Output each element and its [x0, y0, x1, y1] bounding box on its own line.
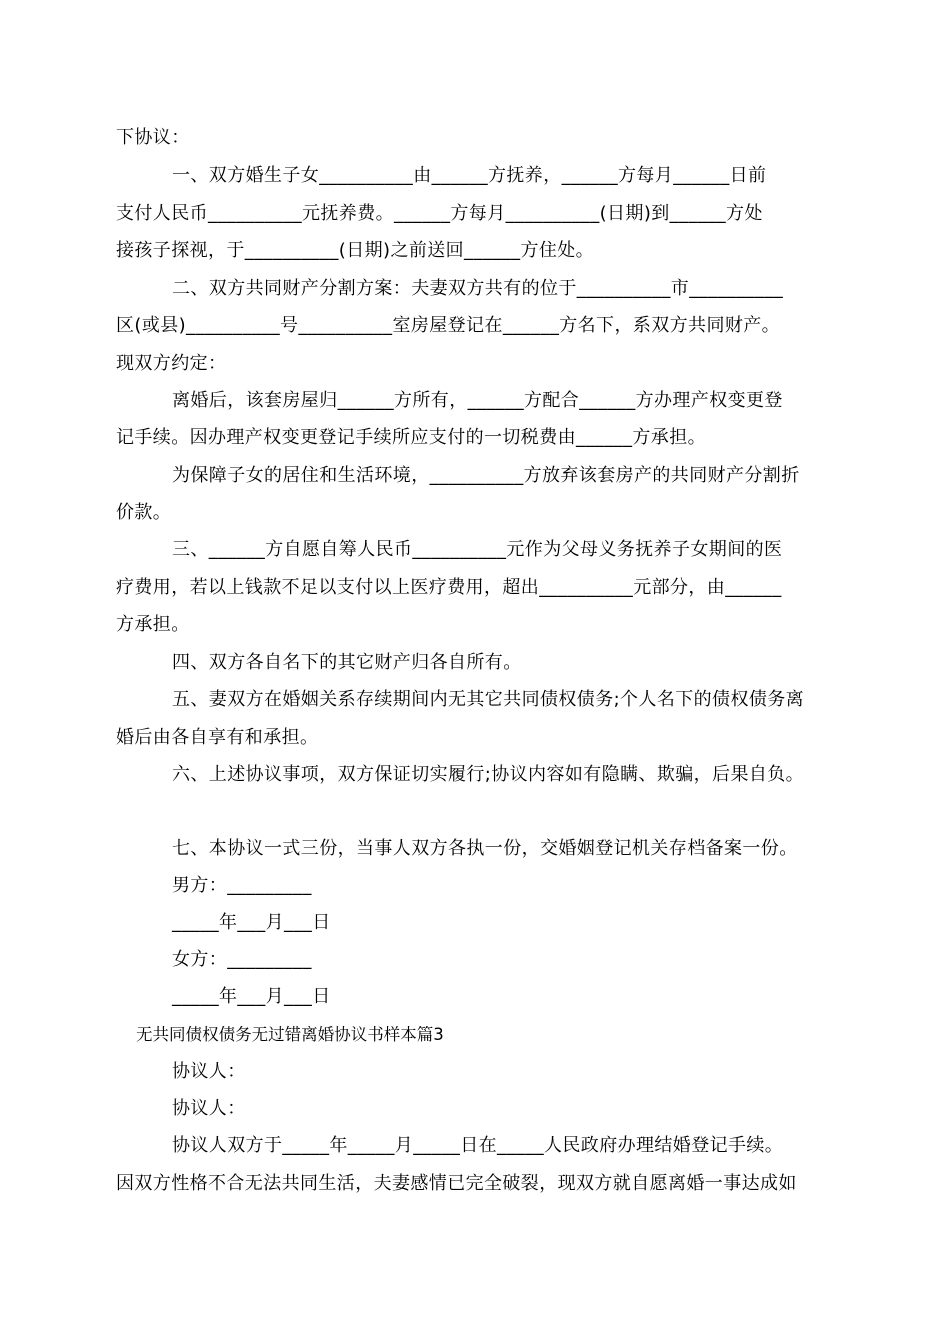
wife-signature-line: 女方：_________ — [172, 949, 312, 970]
clause-5-line: 婚后由各自享有和承担。 — [116, 727, 319, 748]
party-label: 协议人： — [172, 1098, 246, 1119]
clause-1-line: 支付人民币__________元抚养费。______方每月__________(日期)到______方处 — [116, 203, 763, 224]
clause-2-line: 二、双方共同财产分割方案：夫妻双方共有的位于__________市__________ — [172, 278, 784, 299]
clause-6-line: 六、上述协议事项，双方保证切实履行;协议内容如有隐瞒、欺骗，后果自负。 — [172, 764, 805, 785]
section-heading: 无共同债权债务无过错离婚协议书样本篇3 — [136, 1025, 444, 1044]
clause-2-line: 记手续。因办理产权变更登记手续所应支付的一切税费由______方承担。 — [116, 427, 706, 448]
clause-2-line: 为保障子女的居住和生活环境，__________方放弃该套房产的共同财产分割折 — [172, 465, 800, 486]
clause-3-line: 三、______方自愿自筹人民币__________元作为父母义务抚养子女期间的医 — [172, 539, 783, 560]
clause-2-line: 价款。 — [116, 502, 172, 523]
intro-line: 协议人双方于_____年_____月_____日在_____人民政府办理结婚登记手续。 — [172, 1135, 784, 1156]
clause-7-line: 七、本协议一式三份，当事人双方各执一份，交婚姻登记机关存档备案一份。 — [172, 838, 798, 859]
clause-2-line: 现双方约定： — [116, 353, 227, 374]
intro-line: 因双方性格不合无法共同生活，夫妻感情已完全破裂，现双方就自愿离婚一事达成如 — [116, 1173, 797, 1194]
clause-1-line: 接孩子探视，于__________(日期)之前送回______方住处。 — [116, 240, 595, 261]
husband-date-line: _____年___月___日 — [172, 912, 331, 933]
wife-date-line: _____年___月___日 — [172, 986, 331, 1007]
clause-2-line: 离婚后，该套房屋归______方所有，______方配合______方办理产权变更登 — [172, 390, 783, 411]
clause-5-line: 五、妻双方在婚姻关系存续期间内无其它共同债权债务;个人名下的债权债务离 — [172, 689, 805, 710]
husband-signature-line: 男方：_________ — [172, 875, 312, 896]
clause-3-line: 疗费用，若以上钱款不足以支付以上医疗费用，超出__________元部分，由______ — [116, 577, 782, 598]
clause-3-line: 方承担。 — [116, 614, 190, 635]
paragraph-line: 下协议： — [116, 127, 190, 148]
party-label: 协议人： — [172, 1061, 246, 1082]
clause-2-line: 区(或县)__________号__________室房屋登记在______方名下，系双方共同财产。 — [116, 315, 781, 336]
clause-4-line: 四、双方各自名下的其它财产归各自所有。 — [172, 652, 522, 673]
clause-1-line: 一、双方婚生子女__________由______方抚养，______方每月______日前 — [172, 165, 767, 186]
